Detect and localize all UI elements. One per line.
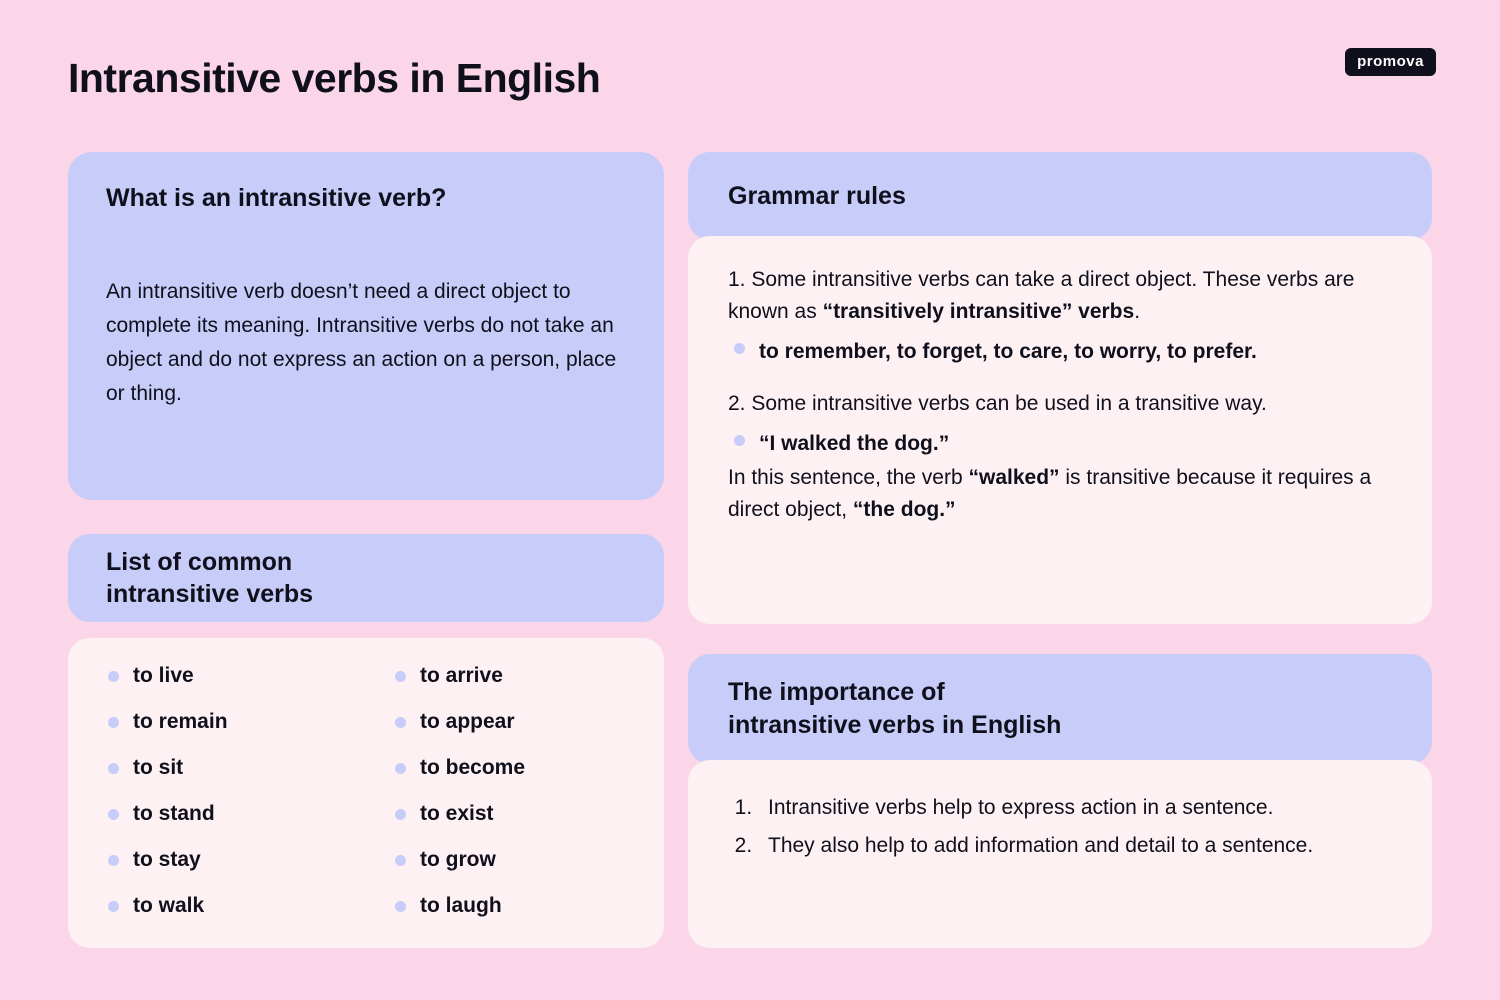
rule-2-expl-bold2: “the dog.” xyxy=(852,497,956,521)
bullet-icon xyxy=(395,671,406,682)
verb-list-heading-line2: intransitive verbs xyxy=(106,580,314,608)
bullet-icon xyxy=(734,343,745,354)
list-item xyxy=(108,802,337,826)
list-item xyxy=(108,664,337,688)
list-item xyxy=(395,756,624,780)
verb-label: to appear xyxy=(420,710,515,733)
importance-heading-line1: The importance of xyxy=(728,678,945,706)
verb-label: to grow xyxy=(420,848,496,871)
grammar-rules-heading: Grammar rules xyxy=(728,181,906,210)
definition-card xyxy=(68,152,664,500)
bullet-icon xyxy=(108,809,119,820)
verb-list-body xyxy=(68,638,664,948)
importance-heading xyxy=(728,676,1061,742)
verb-label: to walk xyxy=(133,894,205,917)
list-item xyxy=(108,756,337,780)
rule-2-expl-b: is transitive because it requires a direct object, xyxy=(728,465,1372,521)
rule-2-bullet-label: “I walked the dog.” xyxy=(759,431,950,455)
bullet-icon xyxy=(395,763,406,774)
list-item xyxy=(395,802,624,826)
definition-text: An intransitive verb doesn’t need a direct object to complete its meaning. Intransitive verbs do not take an object and do not express an action on a person, place or thing. xyxy=(106,280,617,406)
bullet-icon xyxy=(734,435,745,446)
rule-1-bullet xyxy=(728,340,1392,364)
bullet-icon xyxy=(395,809,406,820)
bullet-icon xyxy=(395,717,406,728)
list-item xyxy=(108,710,337,734)
verb-label: to stand xyxy=(133,802,215,825)
list-item xyxy=(108,848,337,872)
verb-column-left xyxy=(108,664,337,918)
rule-2-bullet xyxy=(728,432,1392,456)
definition-heading: What is an intransitive verb? xyxy=(106,184,447,212)
grammar-rules-header xyxy=(688,152,1432,240)
list-item xyxy=(395,894,624,918)
importance-heading-line2: intransitive verbs in English xyxy=(728,711,1062,739)
verb-list-header xyxy=(68,534,664,622)
bullet-icon xyxy=(108,717,119,728)
rule-1-emphasis: “transitively intransitive” verbs xyxy=(822,299,1135,323)
verb-label: to arrive xyxy=(420,664,503,687)
bullet-icon xyxy=(108,901,119,912)
bullet-icon xyxy=(108,855,119,866)
verb-label: to become xyxy=(420,756,526,779)
rule-2-explanation xyxy=(728,462,1392,526)
bullet-icon xyxy=(395,901,406,912)
rule-1-end: . xyxy=(1134,299,1141,323)
bullet-icon xyxy=(108,671,119,682)
bullet-icon xyxy=(108,763,119,774)
rule-2-text: 2. Some intransitive verbs can be used in a transitive way. xyxy=(728,391,1267,415)
rule-1-intro: 1. Some intransitive verbs can take a direct object. These verbs are known as xyxy=(728,268,1355,323)
list-item xyxy=(108,894,337,918)
bullet-icon xyxy=(395,855,406,866)
verb-column-right xyxy=(395,664,624,918)
verb-label: to laugh xyxy=(420,894,502,917)
verb-label: to stay xyxy=(133,848,201,871)
rule-1-text xyxy=(728,264,1392,328)
list-item: 2. They also help to add information and detail to a sentence. xyxy=(758,830,1384,862)
list-item xyxy=(395,710,624,734)
promova-logo: promova xyxy=(1345,48,1436,76)
grammar-rules-body xyxy=(688,236,1432,624)
verb-label: to sit xyxy=(133,756,184,779)
verb-list-heading xyxy=(106,546,313,611)
verb-label: to live xyxy=(133,664,194,687)
importance-header xyxy=(688,654,1432,764)
list-item xyxy=(395,664,624,688)
verb-label: to exist xyxy=(420,802,494,825)
list-item xyxy=(395,848,624,872)
rule-2-expl-bold1: “walked” xyxy=(968,465,1060,489)
verb-label: to remain xyxy=(133,710,228,733)
verb-list-heading-line1: List of common xyxy=(106,547,293,576)
page-title: Intransitive verbs in English xyxy=(68,55,601,101)
rule-1-bullet-label: to remember, to forget, to care, to worry, to prefer. xyxy=(759,339,1257,363)
rule-2-expl-a: In this sentence, the verb xyxy=(728,465,969,489)
list-item: 1. Intransitive verbs help to express action in a sentence. xyxy=(758,792,1384,824)
importance-body xyxy=(688,760,1432,948)
